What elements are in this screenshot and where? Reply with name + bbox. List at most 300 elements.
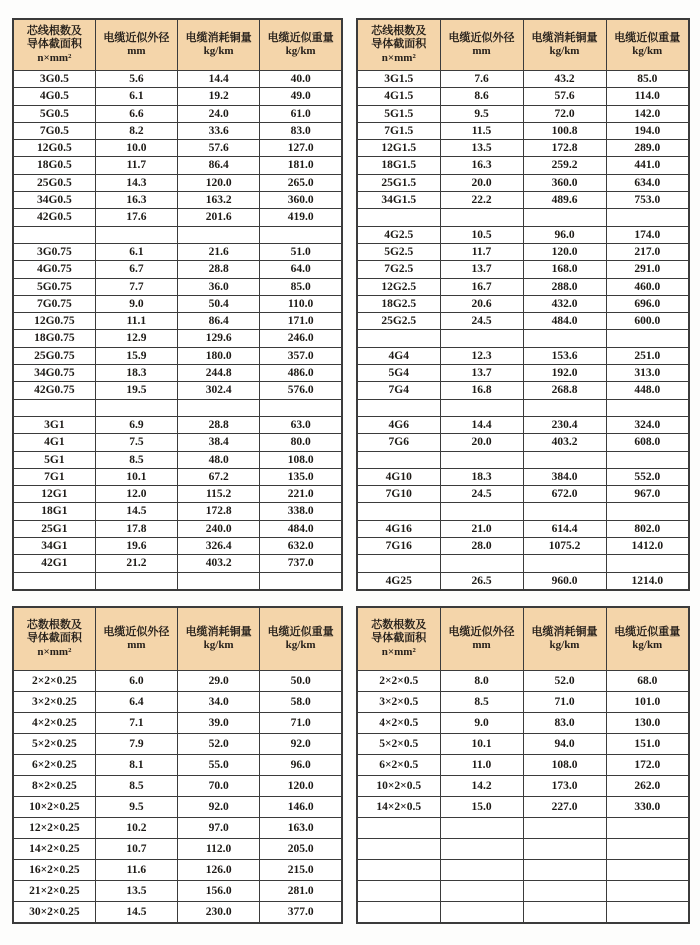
table-cell: 38.4 xyxy=(178,434,260,451)
table-cell: 33.6 xyxy=(178,122,260,139)
table-cell: 6.9 xyxy=(95,416,177,433)
table-row xyxy=(357,382,689,399)
table-cell xyxy=(523,399,606,416)
table-cell: 268.8 xyxy=(523,382,606,399)
table-cell: 217.0 xyxy=(606,243,689,260)
table-cell: 28.8 xyxy=(178,416,260,433)
table-cell: 151.0 xyxy=(606,734,689,755)
table-cell xyxy=(357,902,440,924)
table-cell: 4G25 xyxy=(357,572,440,590)
table-cell: 7G16 xyxy=(357,538,440,555)
table-cell: 11.6 xyxy=(95,860,177,881)
table-cell: 48.0 xyxy=(178,451,260,468)
table-cell: 50.4 xyxy=(178,295,260,312)
table-cell: 8.1 xyxy=(95,755,177,776)
table-cell: 120.0 xyxy=(523,243,606,260)
table-cell: 251.0 xyxy=(606,347,689,364)
table-cell: 3G1.5 xyxy=(357,71,440,88)
table-cell: 97.0 xyxy=(178,818,260,839)
table-cell: 8.2 xyxy=(95,122,177,139)
table-row xyxy=(357,860,689,881)
header-line: kg/km xyxy=(549,45,580,57)
table-cell: 484.0 xyxy=(260,520,342,537)
table-cell: 5×2×0.5 xyxy=(357,734,440,755)
table-cell: 5.6 xyxy=(95,71,177,88)
header-line: 芯线根数及 xyxy=(26,24,82,37)
table-cell: 3×2×0.25 xyxy=(13,692,95,713)
table-row xyxy=(357,902,689,924)
table-cell: 265.0 xyxy=(260,174,342,191)
table-cell: 634.0 xyxy=(606,174,689,191)
table-row xyxy=(357,330,689,347)
table-cell: 181.0 xyxy=(260,157,342,174)
table-cell: 67.2 xyxy=(178,468,260,485)
table-cell xyxy=(606,881,689,902)
table-cell: 13.5 xyxy=(95,881,177,902)
table-cell: 100.8 xyxy=(523,122,606,139)
table-cell: 94.0 xyxy=(523,734,606,755)
header-row xyxy=(13,19,342,71)
table-cell: 18G0.75 xyxy=(13,330,95,347)
table-row xyxy=(13,243,342,260)
table-cell: 7.5 xyxy=(95,434,177,451)
table-cell xyxy=(440,902,523,924)
table-cell: 16×2×0.25 xyxy=(13,860,95,881)
table-row xyxy=(357,451,689,468)
table-cell xyxy=(260,226,342,243)
table-cell: 18G1 xyxy=(13,503,95,520)
table-cell: 34G0.5 xyxy=(13,192,95,209)
table-row xyxy=(357,713,689,734)
table-cell: 142.0 xyxy=(606,105,689,122)
table-row xyxy=(357,295,689,312)
table-wrap-top-right xyxy=(356,18,690,591)
table-cell: 6×2×0.25 xyxy=(13,755,95,776)
table-cell: 172.0 xyxy=(606,755,689,776)
table-cell: 16.7 xyxy=(440,278,523,295)
table-cell: 114.0 xyxy=(606,88,689,105)
column-header-3 xyxy=(523,19,606,71)
table-cell xyxy=(178,572,260,590)
table-row xyxy=(357,88,689,105)
table-cell: 18.3 xyxy=(440,468,523,485)
table-cell: 960.0 xyxy=(523,572,606,590)
table-row xyxy=(13,174,342,191)
table-cell: 4G2.5 xyxy=(357,226,440,243)
header-line: 电缆消耗铜量 xyxy=(531,625,598,638)
table-cell: 696.0 xyxy=(606,295,689,312)
table-cell: 6.7 xyxy=(95,261,177,278)
table-cell: 19.6 xyxy=(95,538,177,555)
table-row xyxy=(13,755,342,776)
table-cell xyxy=(357,503,440,520)
table-cell: 357.0 xyxy=(260,347,342,364)
table-row xyxy=(357,839,689,860)
table-cell xyxy=(523,451,606,468)
table-cell xyxy=(606,860,689,881)
column-header-4 xyxy=(260,607,342,671)
table-cell: 12.3 xyxy=(440,347,523,364)
table-cell: 25G0.5 xyxy=(13,174,95,191)
table-cell xyxy=(357,209,440,226)
table-cell xyxy=(606,555,689,572)
table-cell: 7.6 xyxy=(440,71,523,88)
table-cell: 174.0 xyxy=(606,226,689,243)
table-cell: 57.6 xyxy=(523,88,606,105)
table-cell: 7G10 xyxy=(357,486,440,503)
table-row xyxy=(357,416,689,433)
table-cell xyxy=(95,572,177,590)
table-cell: 17.8 xyxy=(95,520,177,537)
table-cell: 163.2 xyxy=(178,192,260,209)
table-cell: 240.0 xyxy=(178,520,260,537)
table-cell: 25G1 xyxy=(13,520,95,537)
table-row xyxy=(357,71,689,88)
table-row xyxy=(357,226,689,243)
table-row xyxy=(357,776,689,797)
table-cell: 205.0 xyxy=(260,839,342,860)
table-cell: 83.0 xyxy=(523,713,606,734)
table-cell: 21.6 xyxy=(178,243,260,260)
table-cell: 753.0 xyxy=(606,192,689,209)
table-cell xyxy=(440,839,523,860)
table-row xyxy=(13,122,342,139)
table-cell: 29.0 xyxy=(178,671,260,692)
table-row xyxy=(357,192,689,209)
table-cell: 5G0.5 xyxy=(13,105,95,122)
table-cell xyxy=(357,451,440,468)
table-row xyxy=(357,797,689,818)
table-cell xyxy=(440,399,523,416)
table-cell: 330.0 xyxy=(606,797,689,818)
table-row xyxy=(357,520,689,537)
table-cell: 86.4 xyxy=(178,157,260,174)
table-cell: 10×2×0.25 xyxy=(13,797,95,818)
table-cell: 5G4 xyxy=(357,365,440,382)
table-cell: 18G1.5 xyxy=(357,157,440,174)
table-cell: 8×2×0.25 xyxy=(13,776,95,797)
table-cell xyxy=(178,226,260,243)
table-cell: 36.0 xyxy=(178,278,260,295)
table-cell: 85.0 xyxy=(260,278,342,295)
header-line: kg/km xyxy=(549,639,580,651)
table-cell: 360.0 xyxy=(260,192,342,209)
table-cell: 7G6 xyxy=(357,434,440,451)
table-cell xyxy=(523,860,606,881)
table-cell: 86.4 xyxy=(178,313,260,330)
table-cell: 168.0 xyxy=(523,261,606,278)
table-cell: 172.8 xyxy=(523,140,606,157)
table-wrap-top-left xyxy=(12,18,343,591)
header-line: 电缆消耗铜量 xyxy=(185,625,252,638)
table-cell: 39.0 xyxy=(178,713,260,734)
table-cell: 7G2.5 xyxy=(357,261,440,278)
table-cell: 313.0 xyxy=(606,365,689,382)
table-cell: 135.0 xyxy=(260,468,342,485)
table-cell: 96.0 xyxy=(260,755,342,776)
table-cell: 173.0 xyxy=(523,776,606,797)
table-cell: 50.0 xyxy=(260,671,342,692)
table-cell xyxy=(13,226,95,243)
table-cell: 24.5 xyxy=(440,313,523,330)
table-cell: 34G0.75 xyxy=(13,365,95,382)
table-cell: 6.6 xyxy=(95,105,177,122)
table-cell: 156.0 xyxy=(178,881,260,902)
table-row xyxy=(13,71,342,88)
table-cell: 2×2×0.5 xyxy=(357,671,440,692)
table-cell: 192.0 xyxy=(523,365,606,382)
table-row xyxy=(13,713,342,734)
column-header-4 xyxy=(606,19,689,71)
table-row xyxy=(13,261,342,278)
header-line: n×mm² xyxy=(381,51,416,64)
table-cell: 11.7 xyxy=(440,243,523,260)
table-cell: 4G10 xyxy=(357,468,440,485)
table-cell: 51.0 xyxy=(260,243,342,260)
table-cell: 14.3 xyxy=(95,174,177,191)
header-line: 电缆消耗铜量 xyxy=(531,31,598,44)
table-cell xyxy=(523,902,606,924)
table-cell: 16.3 xyxy=(440,157,523,174)
table-cell: 34G1.5 xyxy=(357,192,440,209)
table-cell: 194.0 xyxy=(606,122,689,139)
table-cell xyxy=(523,881,606,902)
table-cell: 7G4 xyxy=(357,382,440,399)
table-row xyxy=(357,503,689,520)
table-row xyxy=(357,734,689,755)
table-row xyxy=(13,399,342,416)
table-cell xyxy=(523,330,606,347)
table-row xyxy=(357,209,689,226)
table-cell: 4G1 xyxy=(13,434,95,451)
column-header-1 xyxy=(13,19,95,71)
table-cell: 9.5 xyxy=(440,105,523,122)
header-line: kg/km xyxy=(203,639,234,651)
table-row xyxy=(357,692,689,713)
header-line: 电缆近似重量 xyxy=(614,31,681,44)
table-cell: 8.5 xyxy=(95,451,177,468)
table-row xyxy=(13,572,342,590)
table-cell: 19.5 xyxy=(95,382,177,399)
table-cell: 8.5 xyxy=(440,692,523,713)
table-cell: 92.0 xyxy=(178,797,260,818)
table-cell: 3G1 xyxy=(13,416,95,433)
table-cell: 58.0 xyxy=(260,692,342,713)
table-cell: 18G0.5 xyxy=(13,157,95,174)
column-header-4 xyxy=(606,607,689,671)
table-cell: 21.0 xyxy=(440,520,523,537)
table-cell: 30×2×0.25 xyxy=(13,902,95,924)
table-row xyxy=(357,486,689,503)
table-cell: 324.0 xyxy=(606,416,689,433)
table-row xyxy=(13,347,342,364)
table-cell: 201.6 xyxy=(178,209,260,226)
table-cell: 230.0 xyxy=(178,902,260,924)
table-cell: 244.8 xyxy=(178,365,260,382)
table-cell xyxy=(357,860,440,881)
table-cell: 3G0.75 xyxy=(13,243,95,260)
table-cell xyxy=(440,209,523,226)
table-cell xyxy=(606,399,689,416)
table-cell: 484.0 xyxy=(523,313,606,330)
table-cell: 112.0 xyxy=(178,839,260,860)
table-cell: 3×2×0.5 xyxy=(357,692,440,713)
table-cell: 302.4 xyxy=(178,382,260,399)
table-row xyxy=(13,734,342,755)
table-cell: 25G0.75 xyxy=(13,347,95,364)
table-cell: 10.1 xyxy=(95,468,177,485)
header-line: 芯数根数及 xyxy=(371,618,427,631)
table-cell: 8.0 xyxy=(440,671,523,692)
table-cell: 24.5 xyxy=(440,486,523,503)
table-cell: 108.0 xyxy=(523,755,606,776)
table-row xyxy=(357,122,689,139)
table-cell: 180.0 xyxy=(178,347,260,364)
cable-spec-table-top-left xyxy=(12,18,343,591)
table-cell: 130.0 xyxy=(606,713,689,734)
table-row xyxy=(13,486,342,503)
table-cell: 92.0 xyxy=(260,734,342,755)
table-cell: 1075.2 xyxy=(523,538,606,555)
table-row xyxy=(13,140,342,157)
table-cell: 4G1.5 xyxy=(357,88,440,105)
table-cell: 737.0 xyxy=(260,555,342,572)
table-cell: 4G0.75 xyxy=(13,261,95,278)
header-row xyxy=(357,607,689,671)
table-row xyxy=(13,313,342,330)
table-cell: 64.0 xyxy=(260,261,342,278)
table-row xyxy=(357,671,689,692)
table-cell: 10.1 xyxy=(440,734,523,755)
table-cell: 377.0 xyxy=(260,902,342,924)
table-row xyxy=(13,451,342,468)
header-line: kg/km xyxy=(203,45,234,57)
table-cell: 21×2×0.25 xyxy=(13,881,95,902)
table-cell: 126.0 xyxy=(178,860,260,881)
table-row xyxy=(13,434,342,451)
table-cell: 632.0 xyxy=(260,538,342,555)
column-header-2 xyxy=(95,19,177,71)
header-line: 导体截面积 xyxy=(371,38,427,51)
header-line: mm xyxy=(127,45,146,57)
table-cell: 127.0 xyxy=(260,140,342,157)
header-line: 电缆近似重量 xyxy=(614,625,681,638)
table-cell: 9.0 xyxy=(440,713,523,734)
table-row xyxy=(13,671,342,692)
table-row xyxy=(13,520,342,537)
table-cell: 110.0 xyxy=(260,295,342,312)
table-cell: 1214.0 xyxy=(606,572,689,590)
table-cell: 10.7 xyxy=(95,839,177,860)
table-cell: 12G0.75 xyxy=(13,313,95,330)
table-cell: 262.0 xyxy=(606,776,689,797)
column-header-1 xyxy=(357,19,440,71)
table-cell: 9.5 xyxy=(95,797,177,818)
table-row xyxy=(357,538,689,555)
table-cell: 26.5 xyxy=(440,572,523,590)
table-cell: 20.0 xyxy=(440,434,523,451)
table-row xyxy=(357,243,689,260)
table-cell xyxy=(260,399,342,416)
table-cell: 18G2.5 xyxy=(357,295,440,312)
table-row xyxy=(13,295,342,312)
table-row xyxy=(357,555,689,572)
table-row xyxy=(357,313,689,330)
table-cell xyxy=(606,451,689,468)
table-row xyxy=(357,755,689,776)
column-header-3 xyxy=(523,607,606,671)
table-cell: 14.5 xyxy=(95,503,177,520)
header-line: 电缆近似外径 xyxy=(448,31,515,44)
table-cell: 967.0 xyxy=(606,486,689,503)
table-cell: 384.0 xyxy=(523,468,606,485)
header-line: 导体截面积 xyxy=(26,632,82,645)
table-cell: 11.0 xyxy=(440,755,523,776)
table-row xyxy=(357,818,689,839)
column-header-1 xyxy=(13,607,95,671)
table-cell: 5G1.5 xyxy=(357,105,440,122)
table-cell xyxy=(440,503,523,520)
table-cell: 326.4 xyxy=(178,538,260,555)
table-row xyxy=(357,261,689,278)
table-row xyxy=(13,797,342,818)
table-cell: 16.3 xyxy=(95,192,177,209)
table-cell: 80.0 xyxy=(260,434,342,451)
table-row xyxy=(13,105,342,122)
table-cell: 172.8 xyxy=(178,503,260,520)
table-cell: 600.0 xyxy=(606,313,689,330)
header-line: 电缆近似重量 xyxy=(267,625,334,638)
table-cell: 68.0 xyxy=(606,671,689,692)
table-cell: 11.1 xyxy=(95,313,177,330)
table-cell: 43.2 xyxy=(523,71,606,88)
table-row xyxy=(13,692,342,713)
table-cell: 486.0 xyxy=(260,365,342,382)
table-cell xyxy=(178,399,260,416)
header-line: mm xyxy=(472,639,491,651)
table-cell: 34.0 xyxy=(178,692,260,713)
table-cell xyxy=(440,818,523,839)
table-cell xyxy=(606,902,689,924)
table-cell: 5G0.75 xyxy=(13,278,95,295)
table-cell: 7G0.75 xyxy=(13,295,95,312)
table-cell: 12G1.5 xyxy=(357,140,440,157)
table-cell: 489.6 xyxy=(523,192,606,209)
header-line: 电缆近似外径 xyxy=(448,625,515,638)
table-row xyxy=(13,860,342,881)
table-row xyxy=(357,105,689,122)
table-row xyxy=(13,382,342,399)
column-header-3 xyxy=(178,19,260,71)
table-cell: 28.8 xyxy=(178,261,260,278)
table-cell xyxy=(357,818,440,839)
table-cell: 221.0 xyxy=(260,486,342,503)
header-line: 电缆近似外径 xyxy=(103,31,170,44)
table-cell: 120.0 xyxy=(260,776,342,797)
table-cell: 19.2 xyxy=(178,88,260,105)
table-cell: 4×2×0.5 xyxy=(357,713,440,734)
table-cell: 7G1.5 xyxy=(357,122,440,139)
table-cell: 552.0 xyxy=(606,468,689,485)
table-row xyxy=(357,157,689,174)
table-cell: 5G1 xyxy=(13,451,95,468)
table-cell: 6.4 xyxy=(95,692,177,713)
column-header-3 xyxy=(178,607,260,671)
table-cell xyxy=(95,226,177,243)
header-line: 电缆近似重量 xyxy=(267,31,334,44)
table-cell: 15.9 xyxy=(95,347,177,364)
table-row xyxy=(13,278,342,295)
